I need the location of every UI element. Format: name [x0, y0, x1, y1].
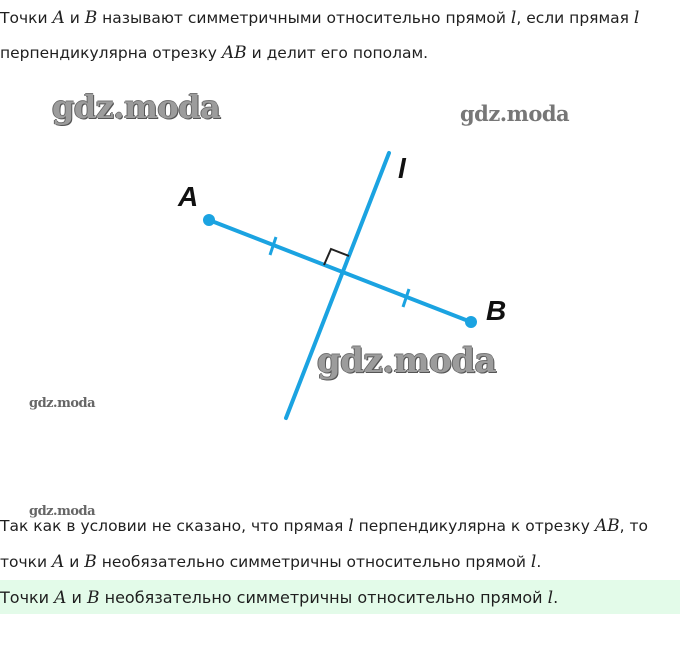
label-a: A [178, 181, 199, 212]
math-a: A [52, 8, 65, 28]
watermark: gdz.moda [29, 396, 96, 411]
math-l: l [633, 8, 640, 28]
math-l: l [510, 8, 517, 28]
math-b: B [84, 8, 98, 28]
watermark: gdz.moda [52, 88, 221, 126]
label-b: B [486, 295, 507, 326]
watermark: gdz.moda [460, 101, 570, 126]
math-l: l [348, 516, 354, 536]
watermark: gdz.moda [317, 341, 497, 381]
point-a [203, 214, 215, 226]
answer-line: Точки A и B необязательно симметричны относительно прямой l. [0, 588, 559, 608]
point-b [465, 316, 477, 328]
explanation-line-2: точки A и B необязательно симметричны относительно прямой l. [0, 552, 542, 572]
math-a: A [54, 588, 67, 608]
math-l: l [530, 552, 537, 572]
definition-line-1: Точки A и B называют симметричными относительно прямой l, если прямая l [0, 8, 640, 28]
explanation-line-1: Так как в условии не сказано, что прямая l перпендикулярна к отрезку AB, то [0, 516, 648, 536]
math-b: B [87, 588, 100, 608]
math-l: l [547, 588, 554, 608]
label-l: l [398, 153, 406, 184]
math-ab: AB [594, 516, 620, 536]
math-a: A [52, 552, 65, 572]
segment-ab [209, 220, 471, 322]
watermark: gdz.moda [29, 504, 96, 519]
definition-line-2: перпендикулярна отрезку AB и делит его пополам. [0, 43, 429, 63]
math-ab: AB [221, 43, 247, 63]
math-b: B [84, 552, 97, 572]
